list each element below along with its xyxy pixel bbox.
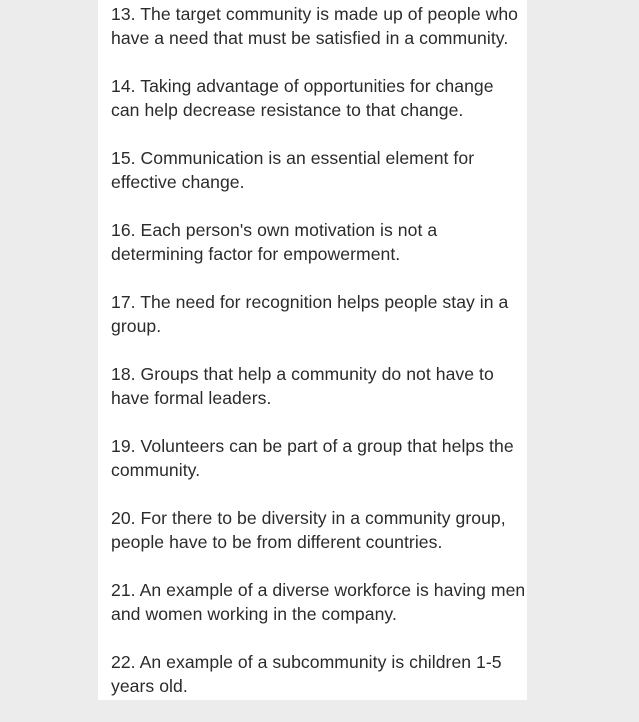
question-item-18: 18. Groups that help a community do not have to have formal leaders.: [111, 364, 494, 408]
question-item-19: 19. Volunteers can be part of a group that helps the community.: [111, 436, 514, 480]
question-list: [111, 2, 527, 722]
question-item-14: 14. Taking advantage of opportunities for change can help decrease resistance to that change.: [111, 76, 494, 120]
question-item-22: 22. An example of a subcommunity is children 1-5 years old.: [111, 652, 502, 696]
question-item-16: 16. Each person's own motivation is not a determining factor for empowerment.: [111, 220, 438, 264]
question-item-21: 21. An example of a diverse workforce is having men and women working in the company.: [111, 580, 526, 624]
question-item-17: 17. The need for recognition helps people stay in a group.: [111, 292, 509, 336]
document-page: [98, 0, 527, 700]
question-item-13: 13. The target community is made up of people who have a need that must be satisfied in a community.: [111, 4, 519, 48]
question-item-15: 15. Communication is an essential element for effective change.: [111, 148, 475, 192]
question-item-20: 20. For there to be diversity in a community group, people have to be from different countries.: [111, 508, 506, 552]
